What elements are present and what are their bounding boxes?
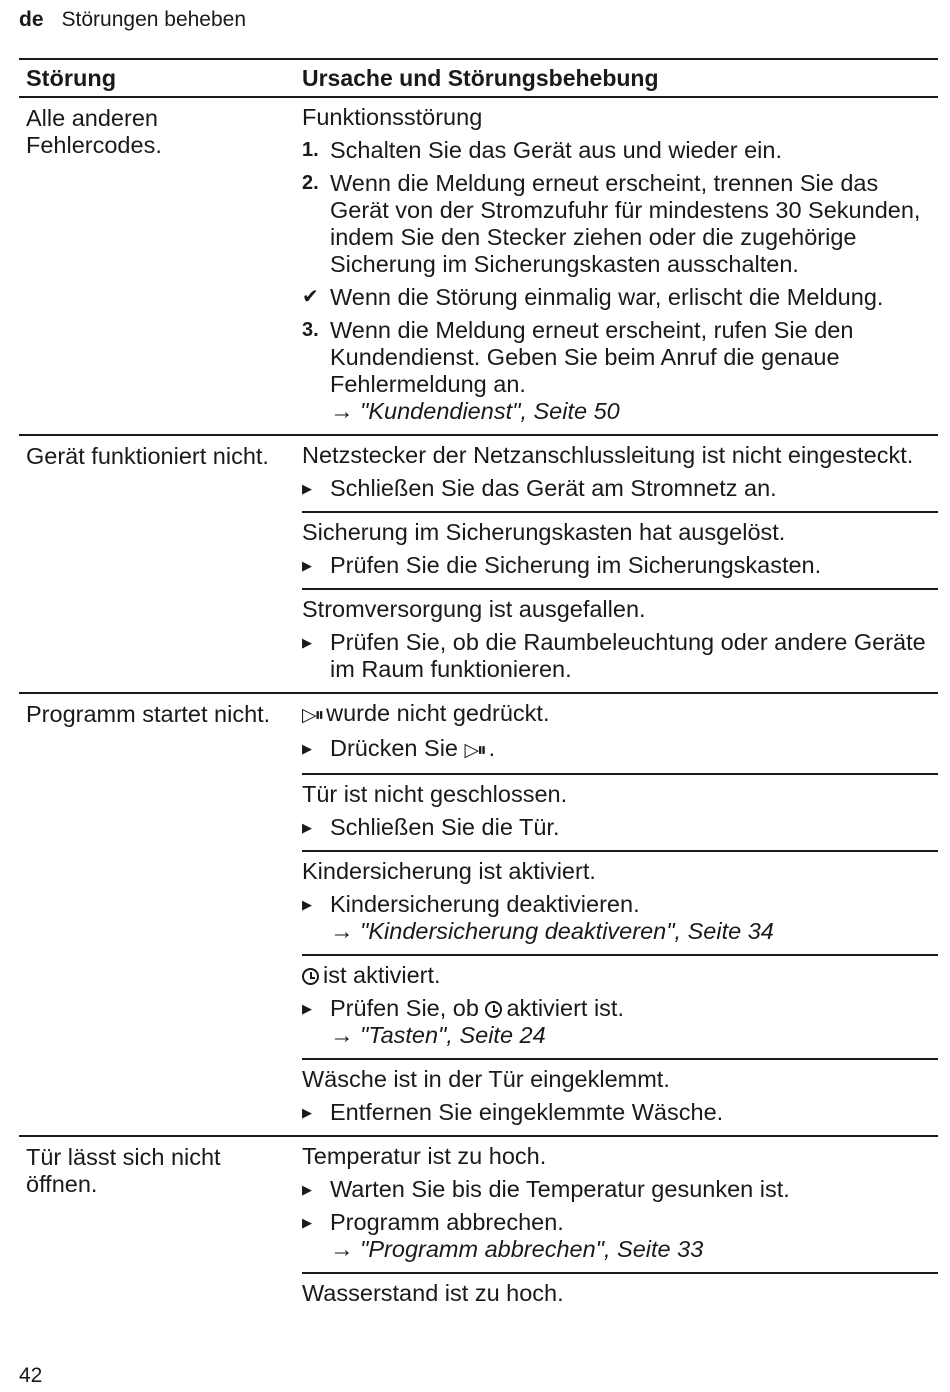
bullet-icon: ▶ [302,481,312,496]
cause-text [302,596,938,623]
cross-reference: → "Tasten", Seite 24 [330,1022,546,1048]
bullet-icon: ▶ [302,741,312,756]
cross-reference: → "Programm abbrechen", Seite 33 [330,1236,704,1262]
step-text: Prüfen Sie, ob [330,995,479,1021]
bullet-icon: ▶ [302,635,312,650]
step-item [302,995,938,1022]
cross-reference: → "Kundendienst", Seite 50 [330,398,620,424]
cause-cell [302,1137,938,1272]
column-header-fault: Störung [26,65,117,91]
table-row [19,1135,938,1316]
cause-cell [302,436,938,511]
step-item [302,1176,938,1203]
bullet-icon: ▶ [302,1215,312,1230]
cause-text [302,781,938,808]
cause-column [295,1137,938,1316]
cause-label: ist aktiviert. [323,962,441,988]
cause-text [302,962,938,989]
cause-label: Funktionsstörung [302,104,483,130]
cause-label: Kindersicherung ist aktiviert. [302,858,596,884]
cause-text [302,442,938,469]
cause-text [302,700,938,729]
bullet-icon: ▶ [302,1105,312,1120]
step-text: Prüfen Sie die Sicherung im Sicherungskasten. [330,552,822,578]
cause-label: Stromversorgung ist ausgefallen. [302,596,646,622]
step-item [302,552,938,579]
cause-cell [302,511,938,588]
page-header [19,8,246,32]
step-text: Schließen Sie das Gerät am Stromnetz an. [330,475,777,501]
troubleshooting-table [19,58,938,1316]
cause-column [295,436,938,692]
clock-icon [485,1001,502,1018]
cause-label: Temperatur ist zu hoch. [302,1143,547,1169]
step-text: Drücken Sie [330,735,458,761]
table-header-row [19,58,938,96]
cause-cell [302,588,938,692]
cause-column [295,694,938,1135]
bullet-icon: ▶ [302,1001,312,1016]
column-header-cause: Ursache und Störungsbehebung [302,65,659,91]
step-text: Wenn die Meldung erneut erscheint, trennen Sie das Gerät von der Stromzufuhr für mindestens 30 Sekunden, indem Sie den Stecker ziehen oder die zugehörige Sicherung im Sicherungskasten ausschalten. [330,170,921,277]
table-row [19,96,938,434]
cause-label: Wasserstand ist zu hoch. [302,1280,564,1306]
fault-cell: Alle anderen Fehlercodes. [26,105,162,158]
step-item [302,137,938,164]
step-item [302,317,938,398]
bullet-icon: ▶ [302,1182,312,1197]
cause-text [302,519,938,546]
cause-text [302,858,938,885]
bullet-icon: ▶ [302,897,312,912]
fault-cell: Tür lässt sich nicht öffnen. [26,1144,221,1197]
cause-cell [302,694,938,773]
step-trail: . [488,735,496,761]
cause-text [302,1143,938,1170]
bullet-icon: ▶ [302,820,312,835]
cause-label: wurde nicht gedrückt. [326,700,550,726]
step-number: 3. [302,319,319,341]
clock-icon [302,968,319,985]
step-text: Wenn die Meldung erneut erscheint, rufen Sie den Kundendienst. Geben Sie beim Anruf die genaue Fehlermeldung an. [330,317,854,397]
start-pause-icon: ▷⏸ [464,740,485,761]
cause-cell [302,98,938,434]
check-icon: ✔ [302,286,319,308]
cause-column [295,98,938,434]
step-item [302,284,938,311]
table-row [19,434,938,692]
cause-cell [302,1058,938,1135]
step-text: Entfernen Sie eingeklemmte Wäsche. [330,1099,724,1125]
step-item [302,475,938,502]
step-text: Programm abbrechen. [330,1209,564,1235]
bullet-icon: ▶ [302,558,312,573]
step-item [302,629,938,683]
cause-text [302,1280,938,1307]
step-item [302,735,938,764]
step-text: Schließen Sie die Tür. [330,814,560,840]
step-item [302,1209,938,1236]
step-item [302,170,938,278]
start-pause-icon: ▷⏸ [302,705,323,726]
step-text: Prüfen Sie, ob die Raumbeleuchtung oder andere Geräte im Raum funktionieren. [330,629,926,682]
step-text-2: aktiviert ist. [506,995,624,1021]
cause-text [302,104,938,131]
fault-cell: Gerät funktioniert nicht. [26,443,269,469]
fault-cell: Programm startet nicht. [26,701,271,727]
step-item [302,1099,938,1126]
cause-label: Tür ist nicht geschlossen. [302,781,568,807]
step-text: Wenn die Störung einmalig war, erlischt die Meldung. [330,284,884,310]
step-item [302,814,938,841]
cause-cell [302,954,938,1058]
page-number: 42 [19,1364,43,1387]
step-item [302,891,938,918]
step-text: Warten Sie bis die Temperatur gesunken ist. [330,1176,790,1202]
cause-label: Netzstecker der Netzanschlussleitung ist nicht eingesteckt. [302,442,914,468]
step-text: Schalten Sie das Gerät aus und wieder ein. [330,137,782,163]
cause-text [302,1066,938,1093]
cause-cell [302,850,938,954]
cross-reference: → "Kindersicherung deaktiveren", Seite 34 [330,918,774,944]
step-number: 1. [302,139,319,161]
cause-label: Wäsche ist in der Tür eingeklemmt. [302,1066,670,1092]
step-text: Kindersicherung deaktivieren. [330,891,640,917]
table-row [19,692,938,1135]
cause-cell [302,1272,938,1316]
section-title: Störungen beheben [61,8,247,31]
language-code: de [19,8,44,31]
cause-label: Sicherung im Sicherungskasten hat ausgelöst. [302,519,786,545]
step-number: 2. [302,172,319,194]
cause-cell [302,773,938,850]
